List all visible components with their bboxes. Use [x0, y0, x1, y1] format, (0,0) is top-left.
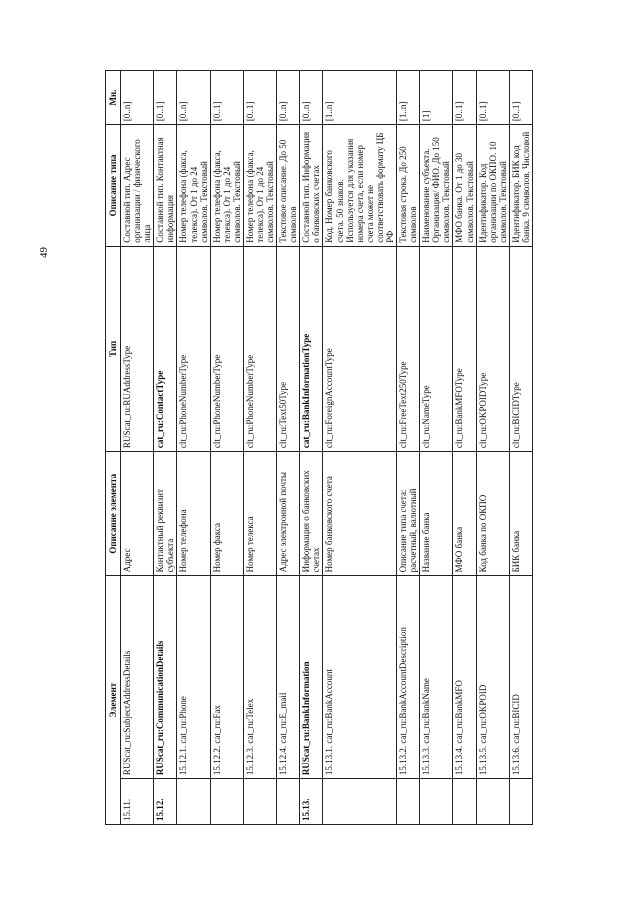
cell-cardinality: [1..n] [397, 71, 420, 125]
cell-element-name: cat_ru:Phone [178, 696, 189, 744]
cell-type-description: Номер телефона (факса, телекса). От 1 до 24 символов. Текстовый [243, 125, 276, 247]
header-cardinality: Мн. [106, 71, 121, 125]
table-row [397, 71, 420, 825]
cell-type: RUScat_ru:RUAddressType [121, 246, 154, 451]
header-element: Элемент [106, 576, 121, 825]
cell-sub-number: 15.13.4. [454, 745, 465, 776]
cell-type-description: Наименование субъекта. Организация/ ФИО. До 150 символов. Текстовый [420, 125, 453, 247]
cell-sub-number: 15.13.2. [398, 745, 409, 776]
cell-type: clt_ru:PhoneNumberType [177, 246, 210, 451]
cell-type-description: Код. Номер банковского счета. 50 знаков. Используется для указания номера счета, если номер счета может не соответствовать формату ЦБ РФ [323, 125, 397, 247]
table-row [277, 71, 300, 825]
cell-type: cat_ru:BankInformationType [300, 246, 323, 451]
cell-element-name: cat_ru:Telex [244, 698, 255, 744]
cell-cardinality: [0..n] [300, 71, 323, 125]
row-indent-cell [453, 779, 476, 825]
cell-number: 15.12. [154, 779, 177, 825]
cell-type-description: Составной тип. Контактная информация [154, 125, 177, 247]
cell-sub-number: 15.13.3. [421, 745, 432, 776]
cell-description: Код банка по ОКПО [476, 452, 509, 576]
row-indent-cell [177, 779, 210, 825]
cell-type: clt_ru:PhoneNumberType [210, 246, 243, 451]
cell-type-description: Текстовое описание. До 50 символов [277, 125, 300, 247]
row-indent-cell [509, 779, 532, 825]
cell-type-description: Составной тип. Информация о банковских счетах [300, 125, 323, 247]
cell-number: 15.13. [300, 779, 323, 825]
cell-cardinality: [0..1] [154, 71, 177, 125]
cell-sub-number: 15.12.1. [178, 745, 189, 776]
cell-number: 15.11. [121, 779, 154, 825]
cell-type: clt_ru:ForeignAccountType [323, 246, 397, 451]
table-row [453, 71, 476, 825]
cell-element-name: cat_ru:E_mail [278, 692, 289, 744]
spec-table [105, 70, 533, 825]
cell-element [277, 576, 300, 779]
cell-type-description: Номер телефона (факса, телекса). От 1 до 24 символов. Текстовый [210, 125, 243, 247]
cell-element [210, 576, 243, 779]
cell-type-description: Номер телефона (факса, телекса). От 1 до 24 символов. Текстовый [177, 125, 210, 247]
cell-type: clt_ru:NameType [420, 246, 453, 451]
row-indent-cell [323, 779, 397, 825]
header-description: Описание элемента [106, 452, 121, 576]
table-row [210, 71, 243, 825]
rotated-table-container [105, 70, 531, 825]
header-type-description: Описание типа [106, 125, 121, 247]
cell-type-description: Составной тип. Адрес организации / физического лица [121, 125, 154, 247]
table-row [243, 71, 276, 825]
cell-description: Название банка [420, 452, 453, 576]
table-row [509, 71, 532, 825]
cell-element: RUScat_ru:SubjectAddressDetails [121, 576, 154, 779]
cell-cardinality: [0..n] [177, 71, 210, 125]
cell-element [397, 576, 420, 779]
cell-type-description: Текстовая строка. До 250 символов [397, 125, 420, 247]
table-row [476, 71, 509, 825]
cell-sub-number: 15.13.6. [510, 745, 521, 776]
table-row [323, 71, 397, 825]
cell-element: RUScat_ru:BankInformation [300, 576, 323, 779]
table-row [154, 71, 177, 825]
cell-description: Номер телекса [243, 452, 276, 576]
cell-cardinality: [0..1] [453, 71, 476, 125]
cell-sub-number: 15.13.5. [477, 745, 488, 776]
cell-element-name: cat_ru:BankMFO [454, 680, 465, 744]
cell-description: Адрес [121, 452, 154, 576]
cell-element [420, 576, 453, 779]
cell-type-description: Идентификатор. БИК код банка. 9 символов. Числовой [509, 125, 532, 247]
table-row [300, 71, 323, 825]
cell-element [177, 576, 210, 779]
cell-type: clt_ru:FreeText250Type [397, 246, 420, 451]
cell-element-name: cat_ru:OKPOID [477, 684, 488, 744]
cell-element-name: cat_ru:Fax [211, 705, 222, 744]
table-row [420, 71, 453, 825]
table-body [121, 71, 533, 825]
cell-element: RUScat_ru:CommunicationDetails [154, 576, 177, 779]
cell-type-description: Идентификатор. Код организации по ОКПО. 10 символов. Текстовый [476, 125, 509, 247]
row-indent-cell [420, 779, 453, 825]
cell-sub-number: 15.12.3. [244, 745, 255, 776]
cell-type: clt_ru:PhoneNumberType [243, 246, 276, 451]
cell-element-name: cat_ru:BankAccountDescription [398, 627, 409, 744]
cell-sub-number: 15.13.1. [324, 745, 335, 776]
cell-cardinality: [1] [420, 71, 453, 125]
cell-type: clt_ru:Text50Type [277, 246, 300, 451]
cell-description: Номер телефона [177, 452, 210, 576]
cell-element [243, 576, 276, 779]
cell-description: МФО банка [453, 452, 476, 576]
table-row [177, 71, 210, 825]
row-indent-cell [210, 779, 243, 825]
cell-element-name: cat_ru:BICID [510, 694, 521, 744]
cell-description: Номер банковского счета [323, 452, 397, 576]
cell-type-description: МФО банка. От 1 до 30 символов. Текстовый [453, 125, 476, 247]
cell-description: Номер факса [210, 452, 243, 576]
cell-description: БИК банка [509, 452, 532, 576]
row-indent-cell [277, 779, 300, 825]
table-row [121, 71, 154, 825]
cell-type: clt_ru:OKPOIDType [476, 246, 509, 451]
cell-cardinality: [0..1] [476, 71, 509, 125]
cell-cardinality: [0..n] [121, 71, 154, 125]
cell-type: clt_ru:BICIDType [509, 246, 532, 451]
row-indent-cell [243, 779, 276, 825]
cell-description: Описание типа счета: расчетный, валютный [397, 452, 420, 576]
cell-element [476, 576, 509, 779]
cell-element-name: cat_ru:BankName [421, 678, 432, 744]
table-header-row [106, 71, 121, 825]
cell-element [323, 576, 397, 779]
cell-type: clt_ru:BankMFOType [453, 246, 476, 451]
cell-description: Информация о банковских счетах [300, 452, 323, 576]
cell-description: Адрес электронной почты [277, 452, 300, 576]
page-number: 49 [38, 247, 50, 258]
cell-type: cat_ru:ContactType [154, 246, 177, 451]
cell-element [453, 576, 476, 779]
cell-sub-number: 15.12.2. [211, 745, 222, 776]
cell-cardinality: [0..1] [210, 71, 243, 125]
cell-sub-number: 15.12.4. [278, 745, 289, 776]
row-indent-cell [397, 779, 420, 825]
row-indent-cell [476, 779, 509, 825]
cell-cardinality: [0..n] [277, 71, 300, 125]
cell-element [509, 576, 532, 779]
cell-cardinality: [0..1] [509, 71, 532, 125]
header-type: Тип [106, 246, 121, 451]
cell-cardinality: [0..1] [243, 71, 276, 125]
cell-element-name: cat_ru:BankAccount [324, 669, 335, 744]
cell-description: Контактный реквизит субъекта [154, 452, 177, 576]
cell-cardinality: [1..n] [323, 71, 397, 125]
